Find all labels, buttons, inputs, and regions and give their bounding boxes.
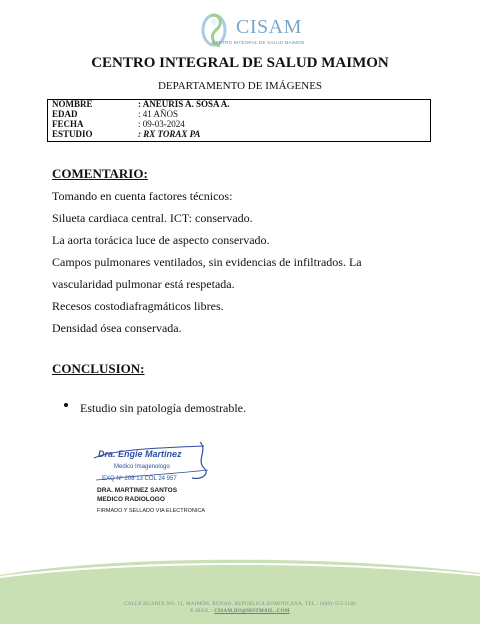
logo-subtitle: CENTRO INTEGRAL DE SALUD MAIMON: [212, 40, 305, 45]
footer-address: CALLE DUARTE NO. 11, MAIMÓN, BONAO, REPUBLICA DOMINICANA, TEL.: (809)-551-2186: [124, 602, 356, 607]
stamp-exequatur: EXQ Nº 208 13 COL 24 957: [102, 476, 177, 482]
age-label: EDAD: [52, 109, 78, 119]
comment-heading: COMENTARIO:: [52, 166, 148, 181]
signature-note: FIRMADO Y SELLADO VIA ELECTRONICA: [97, 508, 205, 514]
age-value: : 41 AÑOS: [138, 109, 179, 119]
page-title: CENTRO INTEGRAL DE SALUD MAIMON: [91, 55, 389, 71]
department-title: DEPARTAMENTO DE IMÁGENES: [157, 80, 323, 92]
bullet-icon: [64, 403, 68, 407]
date-value: : 09-03-2024: [138, 119, 185, 129]
comment-line: Campos pulmonares ventilados, sin evidencias de infiltrados. La: [52, 255, 362, 269]
conclusion-heading: CONCLUSION:: [52, 361, 145, 376]
stamp-name: Dra. Engie Martinez: [98, 449, 182, 459]
comment-line: Densidad ósea conservada.: [52, 321, 182, 335]
name-label: NOMBRE: [52, 99, 93, 109]
signature-name: DRA. MARTINEZ SANTOS: [97, 487, 178, 494]
patient-info-box: [47, 99, 431, 142]
comment-line: La aorta torácica luce de aspecto conservado.: [52, 233, 270, 247]
study-label: ESTUDIO: [52, 129, 93, 139]
signature-stamp: [92, 440, 222, 490]
signature-title: MEDICO RADIOLOGO: [97, 496, 165, 503]
comment-line: vascularidad pulmonar está respetada.: [52, 277, 235, 291]
comment-line: Recesos costodiafragmáticos libres.: [52, 299, 224, 313]
footer-email-row: [0, 609, 480, 614]
comment-line: Tomando en cuenta factores técnicos:: [52, 189, 233, 203]
comment-line: Silueta cardiaca central. ICT: conservado.: [52, 211, 253, 225]
logo-text: CISAM: [236, 16, 302, 38]
stamp-title: Medico Imagenologo: [114, 464, 170, 470]
footer-email-label: E-MAIL :: [190, 609, 213, 614]
footer-email-link[interactable]: CISAM.DO@HOTMAIL .COM: [214, 609, 290, 614]
date-label: FECHA: [52, 119, 84, 129]
study-value: : RX TORAX PA: [138, 129, 201, 139]
name-value: : ANEURIS A. SOSA A.: [138, 99, 230, 109]
conclusion-item: Estudio sin patología demostrable.: [80, 401, 246, 415]
